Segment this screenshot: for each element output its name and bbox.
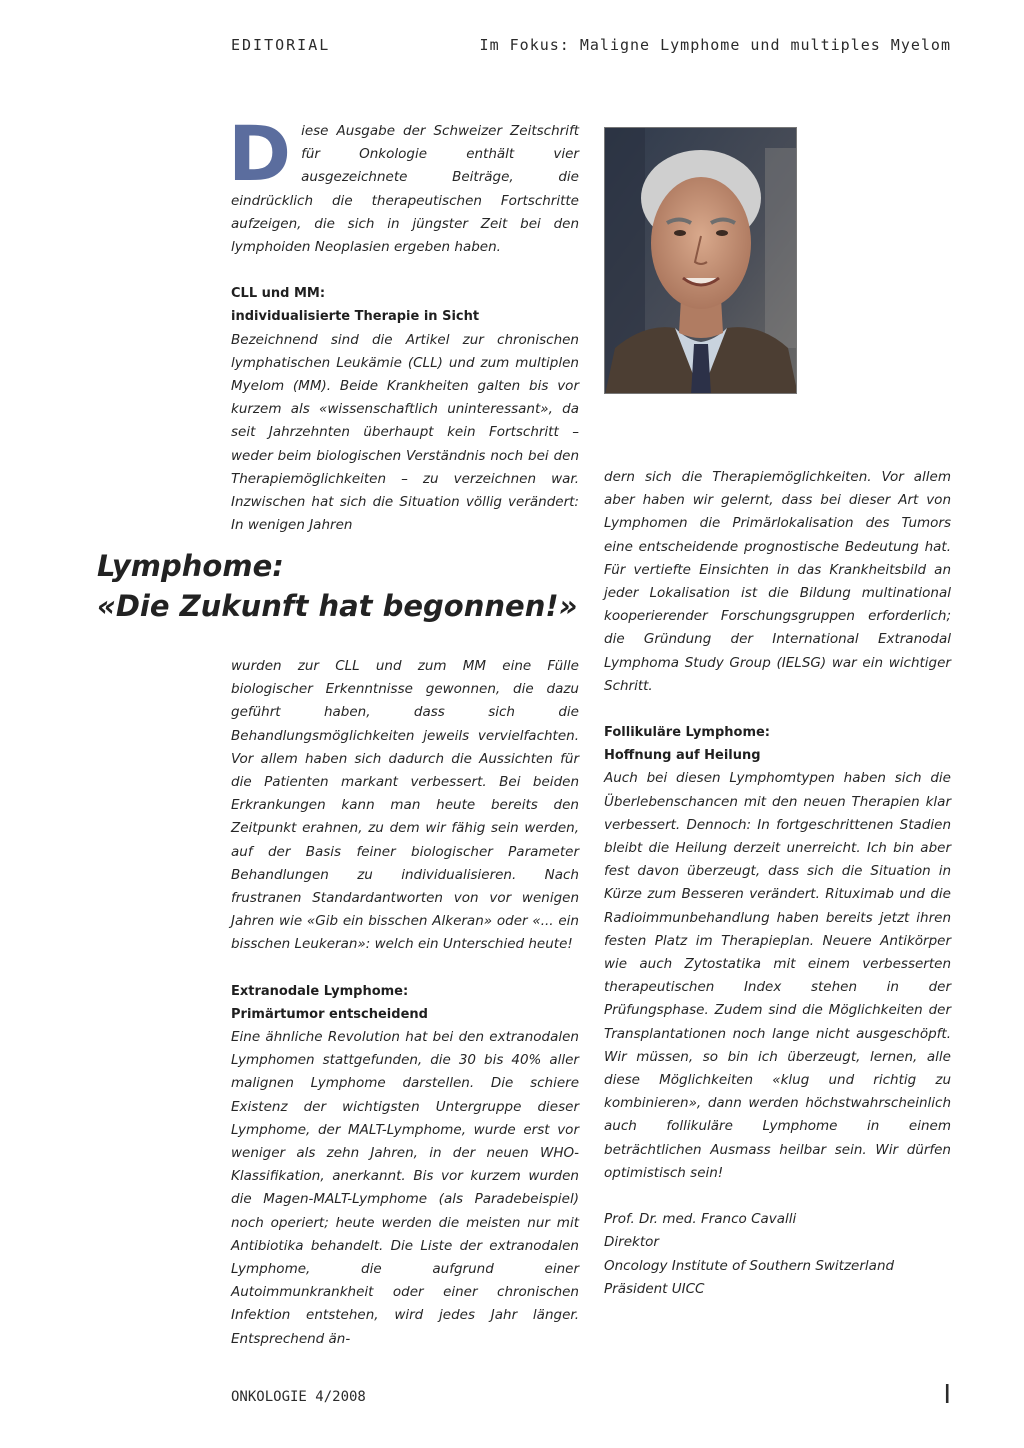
- drop-cap: D: [228, 109, 292, 198]
- title-line1: Lymphome:: [97, 549, 284, 583]
- portrait-illustration: [605, 128, 797, 394]
- author-portrait: [604, 127, 797, 394]
- signature-position: Präsident UICC: [604, 1280, 705, 1297]
- follicular-paragraph: Auch bei diesen Lymphomtypen haben sich die Überlebenschancen mit den neuen Therapien klar verbessert. Dennoch: In fortgeschrittenen Stadien bleibt die Heilung derzeit unerreicht. Ich bin aber fest davon überzeugt, dass sich die Situation in Kürze zum Besseren verändert. Rituximab und die Radioimmunbehandlung haben bereits jetzt ihren festen Platz im Therapieplan. Neuere Antikörper wie auch Zytostatika mit einem verbesserten therapeutischen Index stehen in der Prüfungsphase. Zudem sind die Möglichkeiten der Transplantationen noch lange nicht ausgeschöpft. Wir müssen, so bin ich überzeugt, lernen, alle diese Möglichkeiten «klug und richtig zu kombinieren», dann werden höchstwahrscheinlich auch follikuläre Lymphome in einem beträchtlichen Ausmass heilbar sein. Wir dürfen optimistisch sein!: [604, 770, 951, 1181]
- intro-text: iese Ausgabe der Schweizer Zeitschrift für Onkologie enthält vier ausgezeichnete Beiträge, die eindrücklich die therapeutischen Fortschritte aufzeigen, die sich in jüngster Zeit bei den lymphoiden Neoplasien ergeben haben.: [231, 123, 579, 256]
- extranodal-paragraph-b: dern sich die Therapiemöglichkeiten. Vor allem aber haben wir gelernt, dass bei dieser Art von Lymphomen die Primärlokalisation des Tumors eine entscheidende prognostische Bedeutung hat. Für vertiefte Einsichten in das Krankheitsbild an jeder Lokalisation ist die Bildung multinational kooperierender Forschungsgruppen erforderlich; die Gründung der International Extranodal Lymphoma Study Group (IELSG) war ein wichtiger Schritt.: [604, 469, 951, 694]
- follicular-heading-line2: Hoffnung auf Heilung: [604, 748, 761, 764]
- column-right: [604, 466, 951, 1301]
- extranodal-heading-line1: Extranodale Lymphome:: [231, 983, 409, 999]
- header-section: EDITORIAL: [231, 36, 331, 54]
- article-title: [97, 546, 577, 626]
- intro-paragraph: [228, 109, 579, 259]
- follicular-heading-line1: Follikuläre Lymphome:: [604, 725, 771, 741]
- cll-heading-line1: CLL und MM:: [231, 286, 326, 302]
- extranodal-heading-line2: Primärtumor entscheidend: [231, 1006, 428, 1022]
- signature-name: Prof. Dr. med. Franco Cavalli: [604, 1211, 797, 1228]
- cll-heading-line2: individualisierte Therapie in Sicht: [231, 309, 480, 325]
- signature-role: Direktor: [604, 1234, 659, 1251]
- column-left-upper: [228, 109, 579, 537]
- signature-institute: Oncology Institute of Southern Switzerland: [604, 1257, 895, 1274]
- cll-paragraph-b: wurden zur CLL und zum MM eine Fülle biologischer Erkenntnisse gewonnen, die dazu geführt haben, dass sich die Behandlungsmöglichkeiten jeweils vervielfachten. Vor allem haben sich dadurch die Aussichten für die Patienten markant verbessert. Bei beiden Erkrankungen kann man heute bereits den Zeitpunkt erahnen, zu dem wir fähig sein werden, auf der Basis feiner biologischer Parameter Behandlungen zu individualisieren. Nach frustranen Standardantworten von vor wenigen Jahren wie «Gib ein bisschen Alkeran» oder «... ein bisschen Leukeran»: welch ein Unterschied heute!: [231, 658, 579, 953]
- page-number: I: [943, 1380, 951, 1410]
- footer-journal: ONKOLOGIE 4/2008: [231, 1389, 366, 1405]
- column-left-lower: [231, 655, 579, 1351]
- signature-block: [604, 1208, 951, 1301]
- header-topic: Im Fokus: Maligne Lymphome und multiples Myelom: [479, 36, 951, 54]
- title-line2: «Die Zukunft hat begonnen!»: [97, 589, 578, 623]
- cll-paragraph-a: Bezeichnend sind die Artikel zur chronischen lymphatischen Leukämie (CLL) und zum multiplen Myelom (MM). Beide Krankheiten galten bis vor kurzem als «wissenschaftlich uninteressant», da seit Jahrzehnten überhaupt kein Fortschritt – weder beim biologischen Verständnis noch bei den Therapiemöglichkeiten – zu verzeichnen war. Inzwischen hat sich die Situation völlig verändert: In wenigen Jahren: [231, 331, 579, 534]
- extranodal-paragraph-a: Eine ähnliche Revolution hat bei den extranodalen Lymphomen stattgefunden, die 30 bis 40% aller malignen Lymphome darstellen. Die schiere Existenz der wichtigsten Untergruppe dieser Lymphome, der MALT-Lymphome, wurde erst vor weniger als zehn Jahren, in der neuen WHO-Klassifikation, anerkannt. Bis vor kurzem wurden die Magen-MALT-Lymphome (als Paradebeispiel) noch operiert; heute werden die meisten nur mit Antibiotika behandelt. Die Liste der extranodalen Lymphome, die aufgrund einer Autoimmunkrankheit oder einer chronischen Infektion entstehen, wird jedes Jahr länger. Entsprechend än-: [231, 1029, 579, 1347]
